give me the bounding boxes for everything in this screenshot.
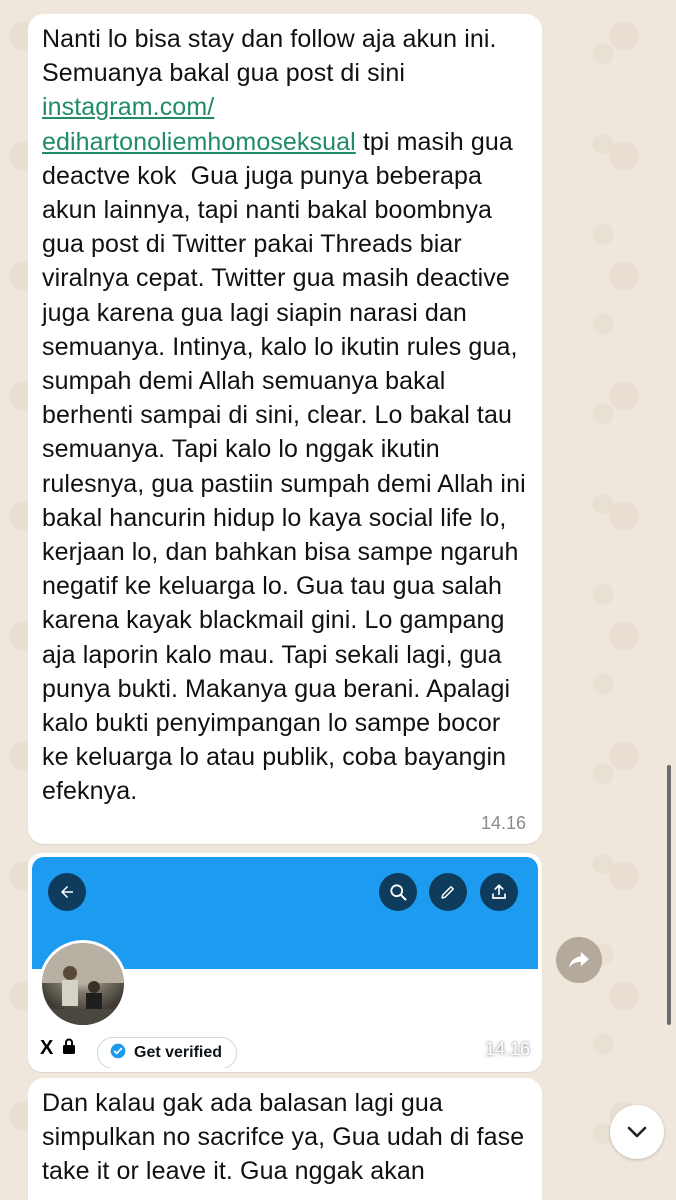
- get-verified-button: [97, 1037, 237, 1068]
- edit-pencil-icon: [429, 873, 467, 911]
- lock-icon: [61, 1037, 77, 1060]
- profile-screenshot-image[interactable]: [32, 857, 538, 1068]
- message-text: [42, 22, 533, 809]
- x-account-row: [40, 1037, 77, 1060]
- search-icon: [379, 873, 417, 911]
- chevron-down-icon: [627, 1125, 647, 1139]
- forward-arrow-icon: [568, 950, 590, 970]
- forward-button[interactable]: [556, 937, 602, 983]
- instagram-link[interactable]: [42, 93, 356, 155]
- link-part[interactable]: edihartonoliemhomoseksual: [42, 127, 356, 156]
- back-arrow-icon: [48, 873, 86, 911]
- message-text-part: Nanti lo bisa stay dan follow aja akun ini. Semuanya bakal gua post di sini: [42, 25, 504, 88]
- image-message-bubble[interactable]: [28, 853, 542, 1072]
- get-verified-label: Get verified: [134, 1044, 223, 1061]
- message-text-part: tpi masih gua deactve kok Gua juga punya beberapa akun lainnya, tapi nanti bakal boombnya gua post di Twitter pakai Threads biar viralnya cepat. Twitter gua masih deactive juga karena gua lagi siapin narasi dan semuanya. Intinya, kalo lo ikutin rules gua, sumpah demi Allah semuanya bakal berhenti sampai di sini, clear. Lo bakal tau semuanya. Tapi kalo lo nggak ikutin rulesnya, gua pastiin sumpah demi Allah ini bakal hancurin hidup lo kaya social life lo, kerjaan lo, dan bahkan bisa sampe ngaruh negatif ke keluarga lo. Gua tau gua salah karena kayak blackmail gini. Lo gampang aja laporin kalo mau. Tapi sekali lagi, gua punya bukti. Makanya gua berani. Apalagi kalo bukti penyimpangan lo sampe bocor ke keluarga lo atau publik, coba bayangin efeknya.: [42, 127, 533, 806]
- x-logo: X: [40, 1037, 54, 1059]
- scroll-to-bottom-button[interactable]: [610, 1105, 664, 1159]
- message-bubble[interactable]: [28, 1078, 542, 1200]
- share-icon: [480, 873, 518, 911]
- scrollbar[interactable]: [667, 765, 671, 1025]
- message-timestamp: 14.16: [484, 1039, 530, 1059]
- verified-badge-icon: [110, 1043, 126, 1064]
- message-bubble[interactable]: [28, 14, 542, 844]
- message-timestamp: 14.16: [480, 813, 526, 833]
- profile-avatar: [39, 940, 127, 1028]
- message-text: Dan kalau gak ada balasan lagi gua simpulkan no sacrifce ya, Gua udah di fase take it or leave it. Gua nggak akan: [42, 1089, 532, 1186]
- link-part[interactable]: instagram.com/: [42, 93, 215, 122]
